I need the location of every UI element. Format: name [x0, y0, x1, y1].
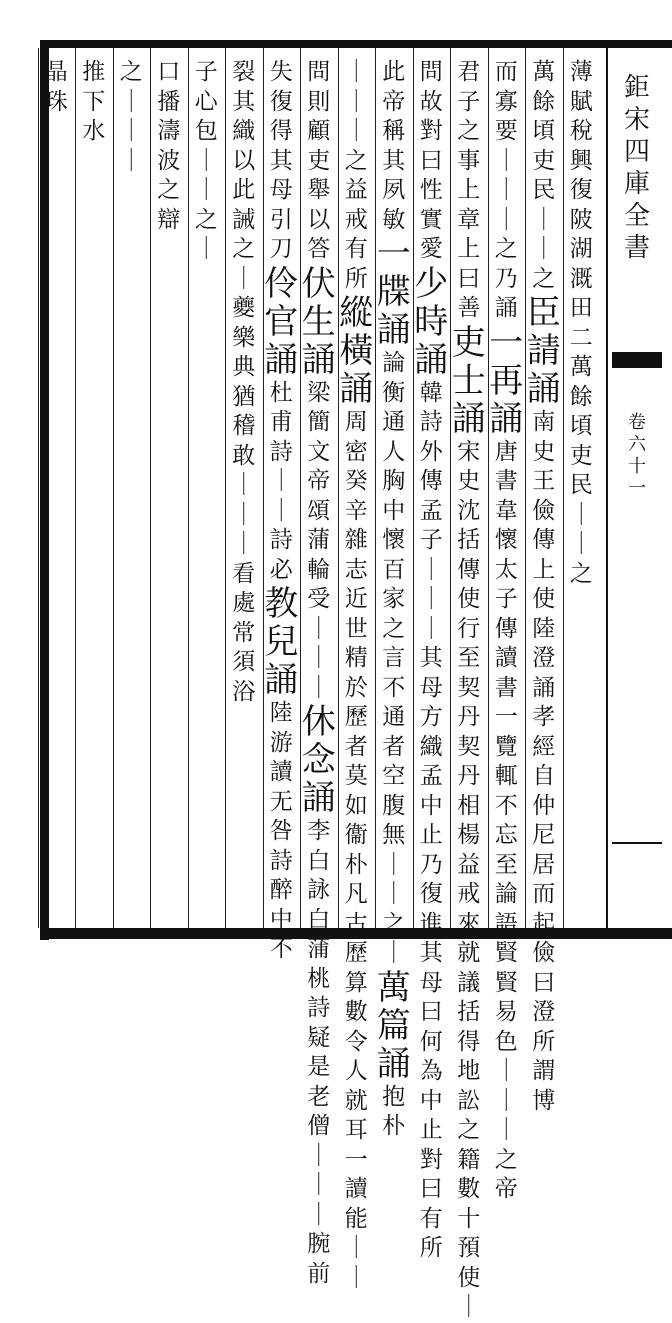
column-text: 裂其織以此誡之: [232, 59, 256, 262]
text-column: [297, 58, 341, 1287]
column-text: 韓詩外傳孟子｜｜｜其母方織孟中止乃復進其母曰何為中止對曰有所: [419, 379, 443, 1261]
column-text: 論衡通人胸中懷百家之言不通者空腹無｜｜之｜: [382, 350, 406, 966]
column-text: 之｜｜｜: [119, 59, 143, 174]
column-text: 抱朴: [382, 1083, 406, 1139]
column-text: 子心包｜｜之｜: [194, 59, 218, 262]
column-text: ｜｜｜之益戒有所: [344, 59, 368, 292]
column-text: 杜甫詩｜｜詩必: [269, 379, 293, 583]
column-text: 晶珠: [44, 59, 68, 115]
entry-heading: 教兒誦: [264, 584, 299, 700]
text-column: [334, 58, 378, 1291]
column-text: 推下水: [82, 59, 106, 144]
entry-heading: 少時誦: [414, 263, 449, 380]
column-text: 敢｜｜｜看處常須浴: [232, 442, 256, 705]
text-column: [109, 58, 153, 924]
text-column: [447, 58, 491, 1320]
column-text: 陸游讀无咎詩醉中不: [269, 700, 293, 962]
text-column: [34, 58, 78, 924]
entry-heading: 臣請誦: [526, 293, 561, 409]
page-margin: [612, 52, 662, 922]
column-text: 唐書韋懷太子傳讀書一覽輒不忘至論語賢賢易色｜｜｜之帝: [494, 438, 518, 1202]
text-column: [222, 58, 266, 924]
column-text: 李白詠白蒲桃詩疑是老僧｜｜｜腕前: [307, 818, 331, 1287]
margin-rule: [606, 48, 608, 928]
text-column: [259, 58, 303, 962]
entry-heading: 伏生誦: [301, 263, 336, 380]
entry-heading: 吏士誦: [451, 322, 486, 439]
text-column: [72, 58, 116, 924]
column-text: 問則顧吏舉以答: [307, 59, 331, 262]
column-text: 君子之事上章上曰善: [457, 59, 481, 321]
column-text: ｜夔樂典猶稽: [232, 265, 256, 439]
book-title: 鉅宋四庫全書: [623, 73, 650, 263]
column-text: 薄賦稅興復陂湖溉田二: [569, 59, 593, 351]
text-column: [372, 58, 416, 1139]
column-text: 萬餘頃吏民｜｜之: [569, 354, 593, 587]
column-text: 周密癸辛雜志近世精於歷者莫如衞朴凡古歷算數令人就耳一讀能｜｜: [344, 409, 368, 1291]
text-column: [409, 58, 453, 1261]
text-column: [522, 58, 566, 1114]
text-column: [184, 58, 228, 924]
column-text: 此帝稱其夙敏: [382, 59, 406, 233]
entry-heading: 縱橫誦: [339, 293, 374, 409]
fish-tail-mark: [612, 352, 662, 368]
column-text: 宋史沈括傳使行至契丹契丹相楊益戒來就議括得地訟之籍數十預使｜: [457, 438, 481, 1320]
column-text: 問故對曰性實愛: [419, 59, 443, 262]
volume-number: 卷六十一: [628, 412, 646, 499]
column-text: 南史王儉傳上使陸澄誦孝經自仲尼居而起儉曰澄所謂博: [532, 409, 556, 1114]
entry-heading: 一牒誦: [376, 234, 411, 350]
entry-heading: 萬篇誦: [376, 967, 411, 1084]
entry-heading: 休念誦: [301, 702, 336, 818]
text-column: [484, 58, 528, 1202]
column-text: 口播濤波之辯: [157, 59, 181, 233]
column-text: 失復得其母引刀: [269, 59, 293, 262]
column-text: 萬餘頃吏民｜｜之: [532, 59, 556, 292]
margin-rule-lower: [612, 842, 662, 844]
text-column: [559, 58, 603, 924]
column-text: 而寡要｜｜｜之乃誦: [494, 59, 518, 321]
entry-heading: 伶官誦: [264, 263, 299, 380]
top-border: [40, 40, 672, 48]
entry-heading: 一再誦: [489, 322, 524, 439]
column-text: 梁簡文帝頌蒲輪受｜｜｜: [307, 379, 331, 701]
text-column: [147, 58, 191, 924]
